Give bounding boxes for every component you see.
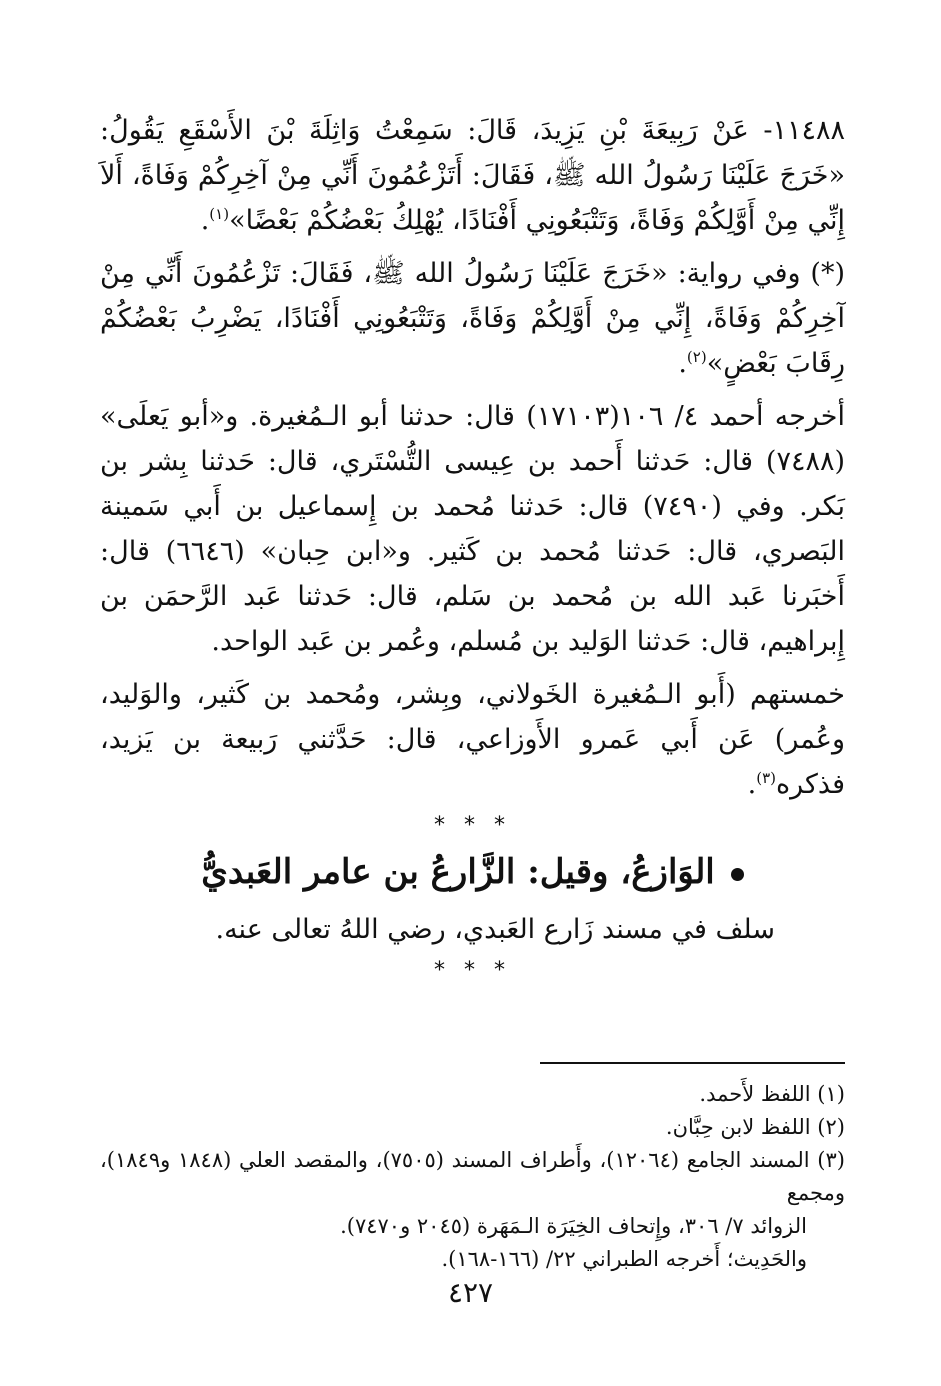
summary-end: . — [747, 769, 757, 800]
section-heading — [100, 846, 845, 898]
main-text — [100, 108, 845, 991]
footnote-1: (١) اللفظ لأَحمد. — [699, 1082, 845, 1106]
footnote-3-line-1: (٣) المسند الجامع (١٢٠٦٤)، وأَطراف المسند (٧٥٠٥)، والمقصد العلي (١٨٤٨ و١٨٤٩)، ومجمع — [100, 1148, 845, 1205]
footnote-2: (٢) اللفظ لابن حِبَّان. — [665, 1115, 845, 1139]
alternate-narration — [100, 251, 845, 386]
hadith-opening: ١١٤٨٨- عَنْ رَبِيعَةَ بْنِ يَزِيدَ، قَالَ: سَمِعْتُ وَاثِلَةَ بْنَ الأَسْقَعِ يَقُولُ: «خَرَجَ عَلَيْنَا رَسُولُ الله ﷺ، فَقَالَ: أَتَزْعُمُونَ أَنِّي مِنْ آخِرِكُمْ وَفَاةً، أَلاَ إِنِّي مِنْ أَوَّلِكُمْ وَفَاةً، وَتَتْبَعُونِي أَفْنَادًا، يُهْلِكُ بَعْضُكُمْ بَعْضًا»$^{(١)}$. — [100, 115, 845, 236]
separator-stars: * * * — [434, 813, 511, 838]
riwaya-text: (*) وفي رواية: «خَرَجَ عَلَيْنَا رَسُولُ الله ﷺ، فَقَالَ: تَزْعُمُونَ أَنِّي مِنْ آخِرِكُمْ وَفَاةً، إِنِّي مِنْ أَوَّلِكُمْ وَفَاةً، وَتَتْبَعُونِي أَفْنَادًا، يَضْرِبُ بَعْضُكُمْ رِقَابَ بَعْضٍ» — [100, 258, 845, 379]
footnote-ref-3[interactable]: (٣) — [756, 769, 777, 787]
summary-paragraph — [100, 672, 845, 807]
hadith-matn: «خَرَجَ عَلَيْنَا رَسُولُ الله ﷺ، فَقَالَ: أَتَزْعُمُونَ أَنِّي مِنْ آخِرِكُمْ وَفَاةً، أَلاَ إِنِّي مِنْ أَوَّلِكُمْ وَفَاةً، وَتَتْبَعُونِي أَفْنَادًا، يُهْلِكُ بَعْضُكُمْ بَعْضًا» — [100, 160, 845, 236]
section-title: الوَازعُ، وقيل: الزَّارعُ بن عامر العَبديُّ — [201, 852, 715, 892]
bullet-icon — [731, 868, 744, 881]
footnote-divider — [540, 1062, 845, 1064]
separator-stars-2: * * * — [434, 958, 511, 983]
summary-text: خمستهم (أَبو الـمُغيرة الخَولاني، وبِشر، ومُحمد بن كَثير، والوَليد، وعُمر) عَن أَبي عَمرو الأَوزاعي، قال: حَدَّثني رَبيعة بن يَزيد، فذكره — [100, 679, 845, 800]
page-number: ٤٢٧ — [447, 1276, 494, 1309]
footnote-3-line-2: الزوائد ٧/ ٣٠٦، وإِتحاف الخِيَرَة الـمَهَرة (٢٠٤٥ و٧٤٧٠). — [340, 1214, 807, 1238]
section-note: سلف في مسند زَارع العَبدي، رضي اللهُ تعالى عنه. — [215, 914, 775, 945]
footnote-ref-1[interactable]: (١) — [209, 205, 230, 223]
footnote-3-line-3: والحَدِيث؛ أَخرجه الطبراني ٢٢/ (١٦٦-١٦٨). — [441, 1247, 807, 1271]
footnote-ref-2[interactable]: (٢) — [686, 348, 707, 366]
riwaya-end: . — [678, 348, 687, 379]
footnotes — [100, 1062, 845, 1276]
hadith-chain-start: ١١٤٨٨- عَنْ رَبِيعَةَ بْنِ يَزِيدَ، قَالَ: سَمِعْتُ وَاثِلَةَ بْنَ الأَسْقَعِ يَقُولُ: — [100, 115, 845, 146]
takhrij-paragraph: أخرجه أحمد ٤/ ١٠٦(١٧١٠٣) قال: حدثنا أبو الـمُغيرة. و«أبو يَعلَى» (٧٤٨٨) قال: حَدثنا أَحمد بن عِيسى التُّسْتَري، قال: حَدثنا بِشر بن بَكر. وفي (٧٤٩٠) قال: حَدثنا مُحمد بن إِسماعيل بن أَبي سَمينة البَصري، قال: حَدثنا مُحمد بن كَثير. و«ابن حِبان» (٦٦٤٦) قال: أَخبَرنا عَبد الله بن مُحمد بن سَلم، قال: حَدثنا عَبد الرَّحمَن بن إِبراهيم، قال: حَدثنا الوَليد بن مُسلم، وعُمر بن عَبد الواحد. — [100, 401, 845, 657]
